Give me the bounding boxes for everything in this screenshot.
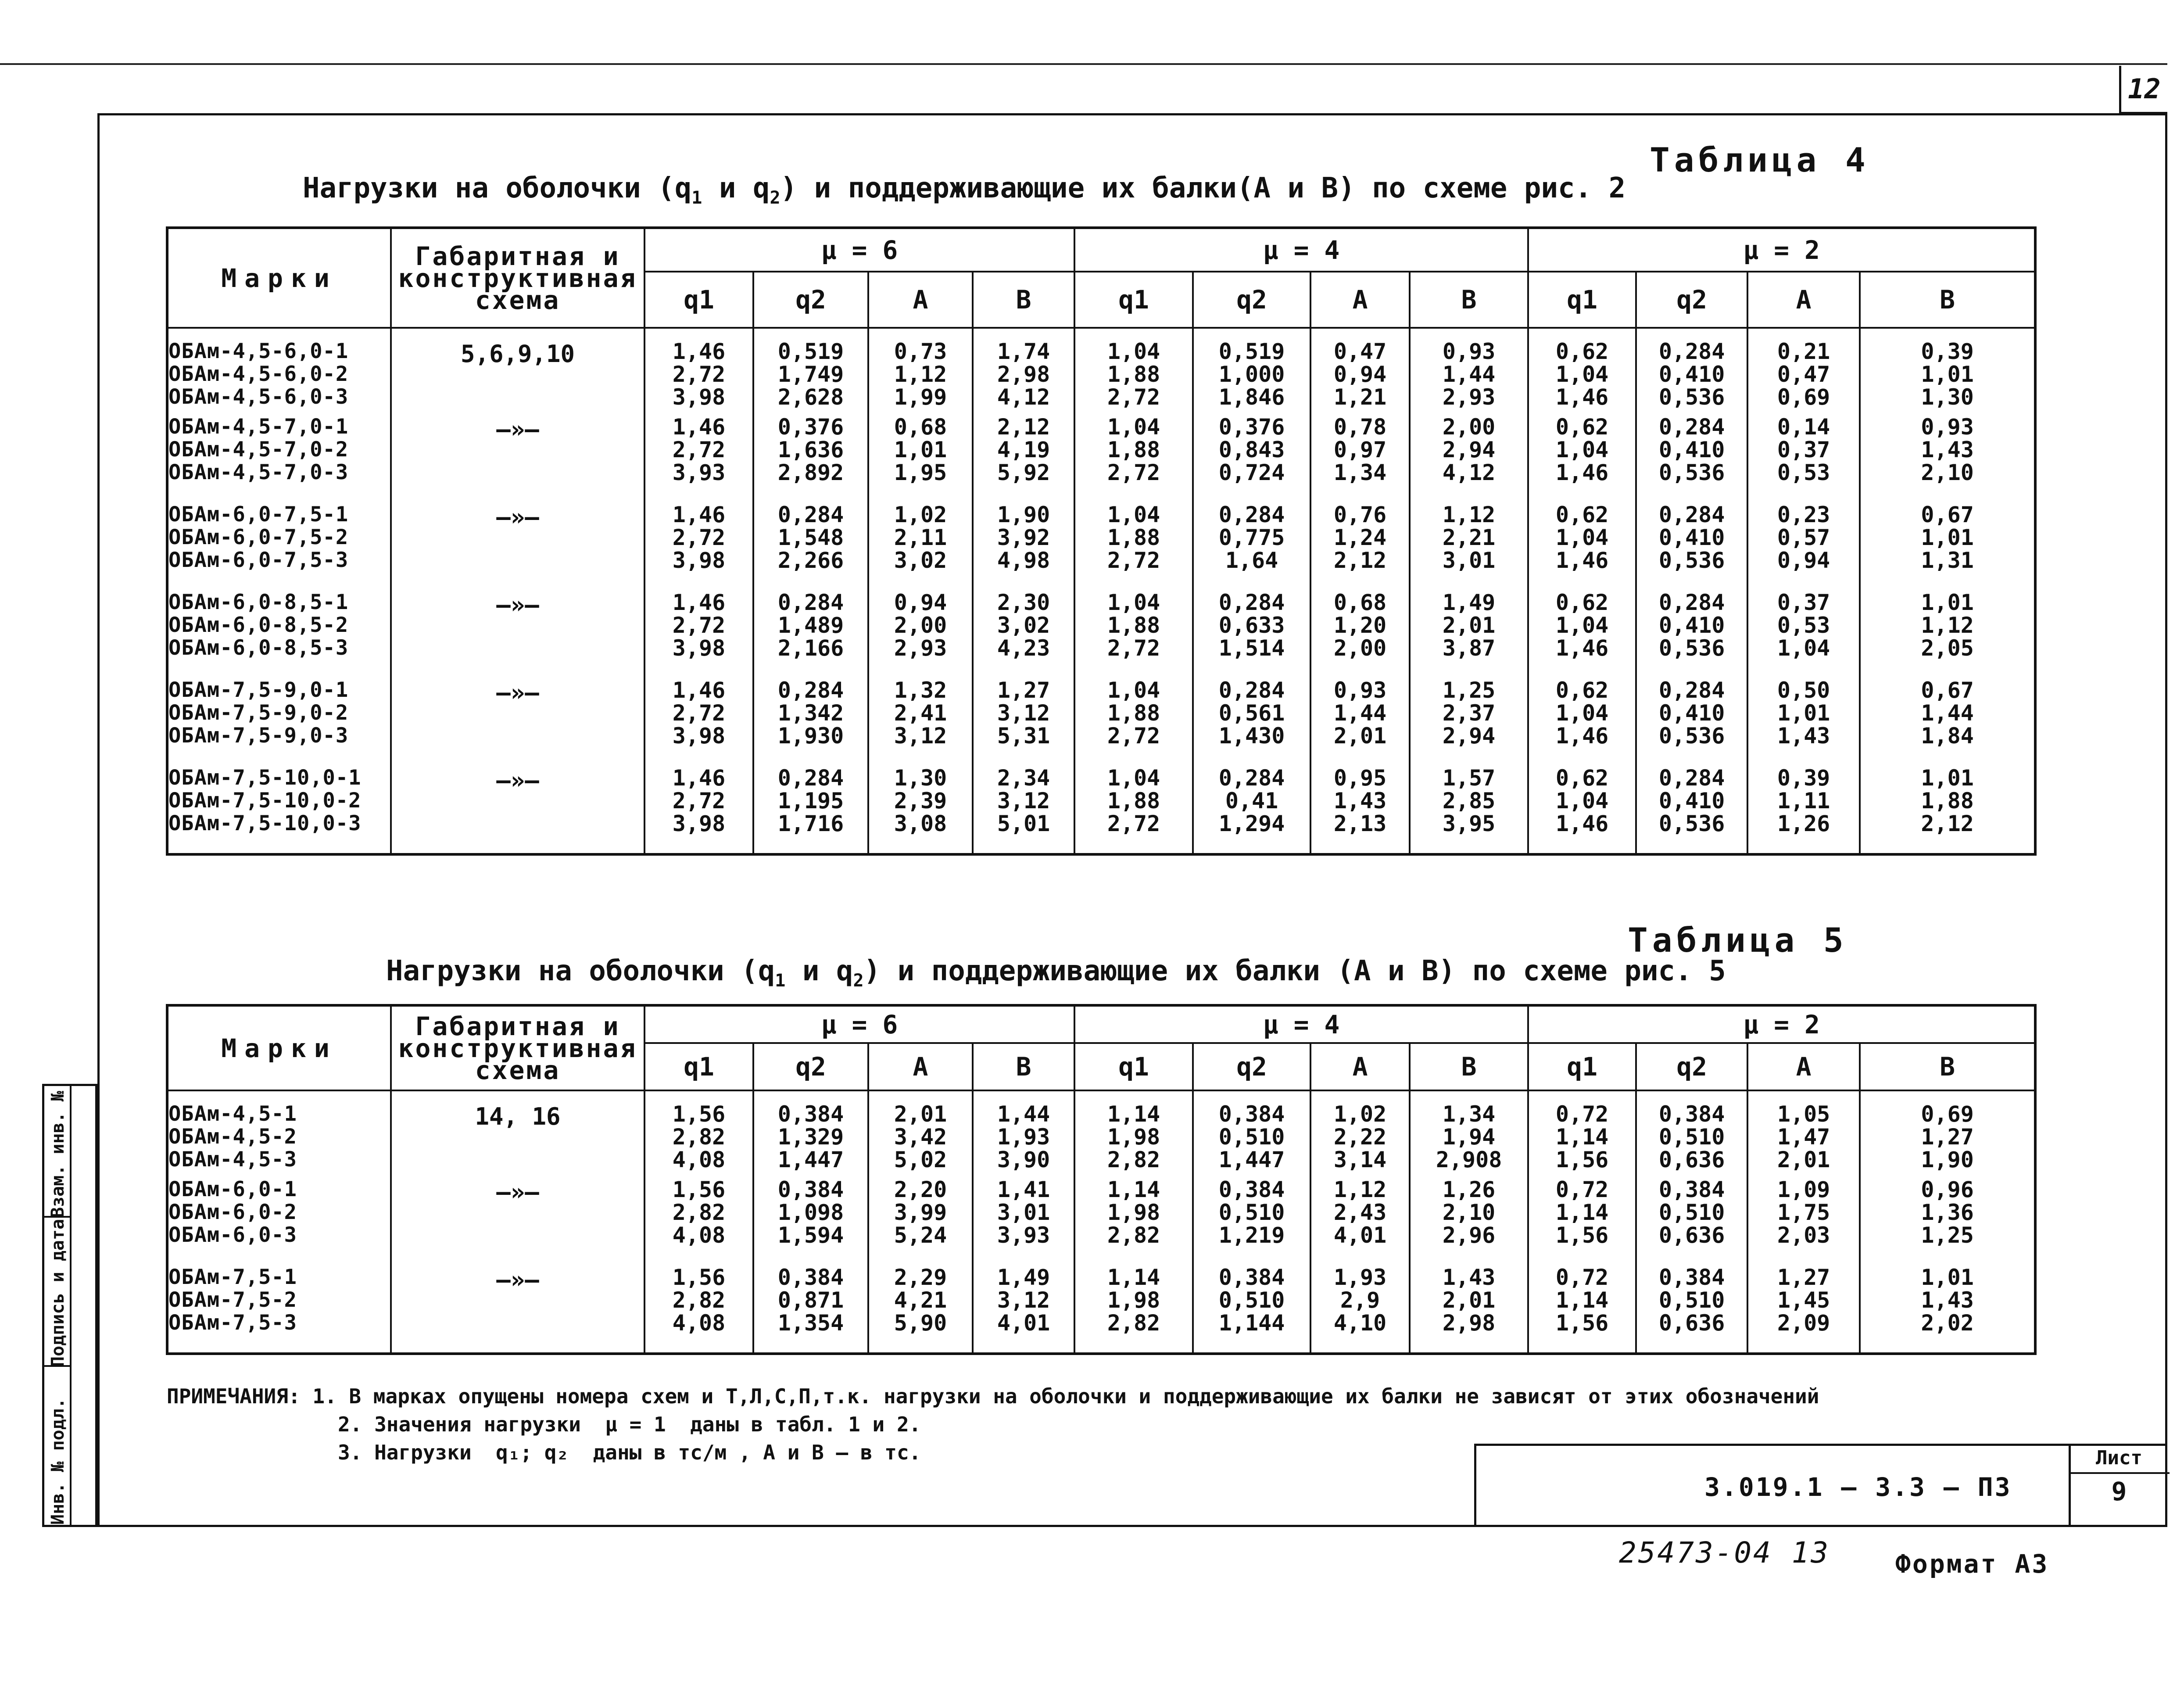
handwritten-number: 25473-04 13: [1619, 1536, 1830, 1570]
value-cell: 1,57 2,85 3,95: [1410, 767, 1528, 854]
subheader-a: A: [1310, 272, 1410, 328]
value-cell: 1,46 2,72 3,98: [644, 591, 753, 679]
format-label: Формат А3: [1895, 1549, 2049, 1579]
value-cell: 1,93 2,9 4,10: [1310, 1266, 1410, 1354]
value-cell: 1,26 2,10 2,96: [1410, 1178, 1528, 1266]
subheader-q2: q2: [753, 272, 868, 328]
value-cell: 1,46 2,72 3,98: [644, 328, 753, 416]
value-cell: 0,384 0,510 0,636: [1636, 1090, 1747, 1178]
value-cell: 0,62 1,04 1,46: [1528, 503, 1636, 591]
value-cell: 0,72 1,14 1,56: [1528, 1090, 1636, 1178]
value-cell: 0,384 1,098 1,594: [753, 1178, 868, 1266]
title-block: [1474, 1444, 2167, 1527]
row-marks: ОБАм-6,0-1 ОБАм-6,0-2 ОБАм-6,0-3: [167, 1178, 391, 1266]
table-row: [167, 591, 2035, 679]
side-signature-date: Подпись и дата: [48, 1219, 68, 1367]
subheader-a: A: [1747, 272, 1860, 328]
value-cell: 2,20 3,99 5,24: [868, 1178, 973, 1266]
subheader-q1: q1: [644, 272, 753, 328]
value-cell: 0,384 0,871 1,354: [753, 1266, 868, 1354]
subheader-b: B: [1410, 1043, 1528, 1090]
value-cell: 0,93 1,44 2,93: [1410, 328, 1528, 416]
row-marks: ОБАм-4,5-7,0-1 ОБАм-4,5-7,0-2 ОБАм-4,5-7,0-3: [167, 416, 391, 503]
value-cell: 2,00 2,94 4,12: [1410, 416, 1528, 503]
value-cell: 0,284 0,561 1,430: [1193, 679, 1310, 767]
value-cell: 0,62 1,04 1,46: [1528, 767, 1636, 854]
row-scheme: —»—: [391, 1178, 644, 1266]
value-cell: 0,78 0,97 1,34: [1310, 416, 1410, 503]
value-cell: 0,73 1,12 1,99: [868, 328, 973, 416]
value-cell: 1,49 2,01 3,87: [1410, 591, 1528, 679]
value-cell: 2,29 4,21 5,90: [868, 1266, 973, 1354]
sheet-label: Лист: [2069, 1446, 2170, 1474]
value-cell: 0,284 1,548 2,266: [753, 503, 868, 591]
value-cell: 0,62 1,04 1,46: [1528, 591, 1636, 679]
table-row: [167, 1178, 2035, 1266]
table-row: [167, 1090, 2035, 1178]
value-cell: 0,23 0,57 0,94: [1747, 503, 1860, 591]
value-cell: 0,39 1,01 1,30: [1860, 328, 2035, 416]
value-cell: 1,04 1,88 2,72: [1074, 679, 1193, 767]
value-cell: 0,284 0,410 0,536: [1636, 503, 1747, 591]
subheader-q2: q2: [1636, 1043, 1747, 1090]
value-cell: 0,68 1,20 2,00: [1310, 591, 1410, 679]
table4-label: Таблица 4: [1650, 140, 1870, 179]
subheader-q1: q1: [1074, 1043, 1193, 1090]
value-cell: 0,376 0,843 0,724: [1193, 416, 1310, 503]
value-cell: 0,384 0,510 1,219: [1193, 1178, 1310, 1266]
value-cell: 1,32 2,41 3,12: [868, 679, 973, 767]
value-cell: 0,93 1,43 2,10: [1860, 416, 2035, 503]
header-mu2: μ = 2: [1528, 228, 2035, 272]
row-scheme: 14, 16: [391, 1090, 644, 1178]
header-scheme: Габаритная и конструктивная схема: [391, 1005, 644, 1090]
subheader-b: B: [1860, 1043, 2035, 1090]
side-vzam-inv: Взам. инв. №: [48, 1091, 68, 1218]
header-mu2: μ = 2: [1528, 1005, 2035, 1043]
sheet-number: 9: [2111, 1477, 2127, 1506]
value-cell: 0,384 0,510 1,447: [1193, 1090, 1310, 1178]
value-cell: 1,04 1,88 2,72: [1074, 767, 1193, 854]
subheader-a: A: [868, 1043, 973, 1090]
subheader-b: B: [1410, 272, 1528, 328]
value-cell: 1,12 2,43 4,01: [1310, 1178, 1410, 1266]
value-cell: 1,46 2,72 3,98: [644, 679, 753, 767]
header-mu4: μ = 4: [1074, 228, 1528, 272]
table4: [166, 226, 2037, 856]
value-cell: 0,384 0,510 0,636: [1636, 1178, 1747, 1266]
table-row: [167, 767, 2035, 854]
note-line-1: ПРИМЕЧАНИЯ: 1. В марках опущены номера схем и Т,Л,С,П,т.к. нагрузки на оболочки и поддерживающие их балки не зависят от этих обозначений: [167, 1384, 1819, 1408]
value-cell: 1,27 1,45 2,09: [1747, 1266, 1860, 1354]
subheader-q2: q2: [1636, 272, 1747, 328]
value-cell: 0,68 1,01 1,95: [868, 416, 973, 503]
value-cell: 1,04 1,88 2,72: [1074, 328, 1193, 416]
row-scheme: —»—: [391, 679, 644, 767]
value-cell: 1,02 2,11 3,02: [868, 503, 973, 591]
value-cell: 0,62 1,04 1,46: [1528, 416, 1636, 503]
table-row: [167, 1266, 2035, 1354]
side-inv-podl: Инв. № подл.: [48, 1398, 68, 1525]
value-cell: 0,284 0,41 1,294: [1193, 767, 1310, 854]
value-cell: 0,94 2,00 2,93: [868, 591, 973, 679]
value-cell: 0,384 0,510 0,636: [1636, 1266, 1747, 1354]
header-marki: Марки: [167, 228, 391, 328]
table5-label: Таблица 5: [1628, 921, 1848, 960]
header-scheme: Габаритная и конструктивная схема: [391, 228, 644, 328]
value-cell: 0,284 0,410 0,536: [1636, 328, 1747, 416]
value-cell: 0,93 1,44 2,01: [1310, 679, 1410, 767]
value-cell: 0,67 1,44 1,84: [1860, 679, 2035, 767]
value-cell: 0,519 1,000 1,846: [1193, 328, 1310, 416]
row-marks: ОБАм-7,5-9,0-1 ОБАм-7,5-9,0-2 ОБАм-7,5-9,0-3: [167, 679, 391, 767]
value-cell: 1,90 3,92 4,98: [973, 503, 1074, 591]
subheader-a: A: [1747, 1043, 1860, 1090]
row-scheme: —»—: [391, 1266, 644, 1354]
value-cell: 0,284 0,633 1,514: [1193, 591, 1310, 679]
value-cell: 0,519 1,749 2,628: [753, 328, 868, 416]
side-stamp: [42, 1084, 97, 1527]
value-cell: 1,41 3,01 3,93: [973, 1178, 1074, 1266]
row-scheme: 5,6,9,10: [391, 328, 644, 416]
value-cell: 0,95 1,43 2,13: [1310, 767, 1410, 854]
header-mu6: μ = 6: [644, 228, 1074, 272]
value-cell: 1,30 2,39 3,08: [868, 767, 973, 854]
document-code: 3.019.1 – 3.3 – ПЗ: [1704, 1472, 2012, 1502]
value-cell: 2,01 3,42 5,02: [868, 1090, 973, 1178]
value-cell: 1,74 2,98 4,12: [973, 328, 1074, 416]
value-cell: 0,284 1,342 1,930: [753, 679, 868, 767]
value-cell: 1,12 2,21 3,01: [1410, 503, 1528, 591]
value-cell: 1,02 2,22 3,14: [1310, 1090, 1410, 1178]
value-cell: 0,284 0,410 0,536: [1636, 591, 1747, 679]
value-cell: 1,43 2,01 2,98: [1410, 1266, 1528, 1354]
subheader-b: B: [973, 1043, 1074, 1090]
table-row: [167, 679, 2035, 767]
table4-heading: Нагрузки на оболочки ($q_1$ и $q_2$) и поддерживающие их балки(А и В) по схеме рис. 2: [303, 172, 1626, 208]
value-cell: 0,67 1,01 1,31: [1860, 503, 2035, 591]
subheader-a: A: [1310, 1043, 1410, 1090]
row-scheme: —»—: [391, 767, 644, 854]
value-cell: 1,44 1,93 3,90: [973, 1090, 1074, 1178]
value-cell: 1,01 1,88 2,12: [1860, 767, 2035, 854]
value-cell: 0,50 1,01 1,43: [1747, 679, 1860, 767]
value-cell: 1,04 1,88 2,72: [1074, 503, 1193, 591]
row-marks: ОБАм-4,5-6,0-1 ОБАм-4,5-6,0-2 ОБАм-4,5-6,0-3: [167, 328, 391, 416]
value-cell: 0,37 0,53 1,04: [1747, 591, 1860, 679]
value-cell: 0,284 0,410 0,536: [1636, 416, 1747, 503]
value-cell: 1,14 1,98 2,82: [1074, 1266, 1193, 1354]
table5: [166, 1004, 2037, 1355]
value-cell: 1,01 1,12 2,05: [1860, 591, 2035, 679]
row-scheme: —»—: [391, 416, 644, 503]
subheader-b: B: [1860, 272, 2035, 328]
value-cell: 0,21 0,47 0,69: [1747, 328, 1860, 416]
value-cell: 0,69 1,27 1,90: [1860, 1090, 2035, 1178]
value-cell: 0,284 1,195 1,716: [753, 767, 868, 854]
subheader-q1: q1: [1074, 272, 1193, 328]
top-rule: [0, 63, 2167, 65]
subheader-q2: q2: [1193, 1043, 1310, 1090]
value-cell: 1,04 1,88 2,72: [1074, 416, 1193, 503]
subheader-q1: q1: [644, 1043, 753, 1090]
header-marki: Марки: [167, 1005, 391, 1090]
subheader-q2: q2: [1193, 272, 1310, 328]
row-marks: ОБАм-6,0-8,5-1 ОБАм-6,0-8,5-2 ОБАм-6,0-8,5-3: [167, 591, 391, 679]
value-cell: 1,25 2,37 2,94: [1410, 679, 1528, 767]
value-cell: 0,14 0,37 0,53: [1747, 416, 1860, 503]
value-cell: 0,284 0,410 0,536: [1636, 767, 1747, 854]
value-cell: 1,14 1,98 2,82: [1074, 1090, 1193, 1178]
value-cell: 1,56 2,82 4,08: [644, 1090, 753, 1178]
value-cell: 1,14 1,98 2,82: [1074, 1178, 1193, 1266]
header-mu4: μ = 4: [1074, 1005, 1528, 1043]
value-cell: 1,56 2,82 4,08: [644, 1178, 753, 1266]
row-marks: ОБАм-6,0-7,5-1 ОБАм-6,0-7,5-2 ОБАм-6,0-7,5-3: [167, 503, 391, 591]
value-cell: 0,62 1,04 1,46: [1528, 328, 1636, 416]
header-mu6: μ = 6: [644, 1005, 1074, 1043]
subheader-a: A: [868, 272, 973, 328]
value-cell: 0,284 0,410 0,536: [1636, 679, 1747, 767]
table-row: [167, 416, 2035, 503]
value-cell: 0,76 1,24 2,12: [1310, 503, 1410, 591]
value-cell: 1,46 2,72 3,93: [644, 416, 753, 503]
row-scheme: —»—: [391, 591, 644, 679]
value-cell: 0,384 1,329 1,447: [753, 1090, 868, 1178]
subheader-q1: q1: [1528, 1043, 1636, 1090]
table5-heading: Нагрузки на оболочки ($q_1$ и $q_2$) и поддерживающие их балки (А и В) по схеме рис. 5: [386, 955, 1726, 991]
value-cell: 0,284 0,775 1,64: [1193, 503, 1310, 591]
value-cell: 0,62 1,04 1,46: [1528, 679, 1636, 767]
value-cell: 0,284 1,489 2,166: [753, 591, 868, 679]
value-cell: 0,96 1,36 1,25: [1860, 1178, 2035, 1266]
value-cell: 0,384 0,510 1,144: [1193, 1266, 1310, 1354]
subheader-b: B: [973, 272, 1074, 328]
value-cell: 2,30 3,02 4,23: [973, 591, 1074, 679]
page-number: 12: [2119, 66, 2167, 114]
value-cell: 1,56 2,82 4,08: [644, 1266, 753, 1354]
value-cell: 1,34 1,94 2,908: [1410, 1090, 1528, 1178]
row-marks: ОБАм-7,5-1 ОБАм-7,5-2 ОБАм-7,5-3: [167, 1266, 391, 1354]
table-row: [167, 503, 2035, 591]
subheader-q1: q1: [1528, 272, 1636, 328]
row-scheme: —»—: [391, 503, 644, 591]
value-cell: 1,46 2,72 3,98: [644, 503, 753, 591]
value-cell: 0,376 1,636 2,892: [753, 416, 868, 503]
row-marks: ОБАм-4,5-1 ОБАм-4,5-2 ОБАм-4,5-3: [167, 1090, 391, 1178]
note-line-3: 3. Нагрузки q₁; q₂ даны в тс/м , А и В – в тс.: [338, 1441, 921, 1464]
value-cell: 0,47 0,94 1,21: [1310, 328, 1410, 416]
value-cell: 1,27 3,12 5,31: [973, 679, 1074, 767]
subheader-q2: q2: [753, 1043, 868, 1090]
value-cell: 0,72 1,14 1,56: [1528, 1178, 1636, 1266]
value-cell: 1,09 1,75 2,03: [1747, 1178, 1860, 1266]
value-cell: 2,12 4,19 5,92: [973, 416, 1074, 503]
value-cell: 1,05 1,47 2,01: [1747, 1090, 1860, 1178]
value-cell: 1,01 1,43 2,02: [1860, 1266, 2035, 1354]
value-cell: 0,39 1,11 1,26: [1747, 767, 1860, 854]
row-marks: ОБАм-7,5-10,0-1 ОБАм-7,5-10,0-2 ОБАм-7,5-10,0-3: [167, 767, 391, 854]
value-cell: 1,04 1,88 2,72: [1074, 591, 1193, 679]
note-line-2: 2. Значения нагрузки μ = 1 даны в табл. 1 и 2.: [338, 1413, 921, 1436]
value-cell: 2,34 3,12 5,01: [973, 767, 1074, 854]
value-cell: 0,72 1,14 1,56: [1528, 1266, 1636, 1354]
value-cell: 1,46 2,72 3,98: [644, 767, 753, 854]
table-row: [167, 328, 2035, 416]
value-cell: 1,49 3,12 4,01: [973, 1266, 1074, 1354]
